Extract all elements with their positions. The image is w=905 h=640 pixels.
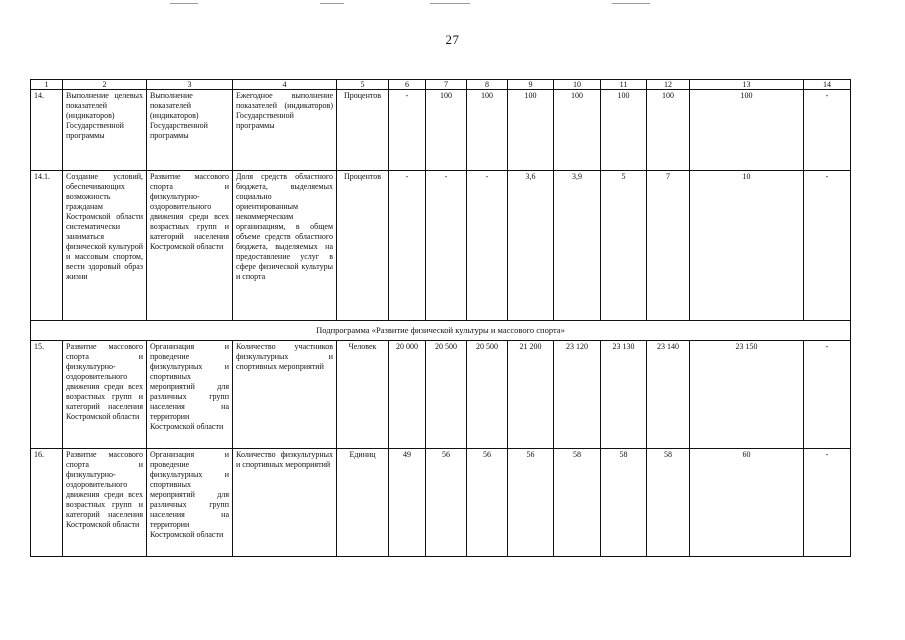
task-cell: Выполнение показателей (индикаторов) Государственной программы (147, 90, 233, 171)
indicator-cell: Количество участников физкультурных и спортивных мероприятий (233, 341, 337, 449)
column-number: 3 (147, 80, 233, 90)
column-number: 5 (337, 80, 389, 90)
value-cell: - (804, 90, 851, 171)
value-cell: - (467, 171, 508, 321)
indicator-cell: Ежегодное выполнение показателей (индикаторов) Государственной программы (233, 90, 337, 171)
value-cell: 100 (554, 90, 601, 171)
value-cell: 100 (467, 90, 508, 171)
value-cell: 7 (647, 171, 690, 321)
indicator-table (30, 79, 851, 557)
row-number: 16. (31, 449, 63, 557)
value-cell: 23 120 (554, 341, 601, 449)
column-number-row (31, 80, 851, 90)
column-number: 13 (690, 80, 804, 90)
value-cell: 23 150 (690, 341, 804, 449)
value-cell: - (804, 171, 851, 321)
value-cell: 100 (601, 90, 647, 171)
value-cell: 20 000 (389, 341, 426, 449)
value-cell: 20 500 (467, 341, 508, 449)
scan-mark (320, 3, 344, 4)
unit-cell: Процентов (337, 171, 389, 321)
scan-mark (170, 3, 198, 4)
column-number: 4 (233, 80, 337, 90)
value-cell: 100 (426, 90, 467, 171)
task-cell: Организация и проведение физкультурных и спортивных мероприятий для различных групп населения на территории Костромской области (147, 341, 233, 449)
column-number: 9 (508, 80, 554, 90)
goal-cell: Развитие массового спорта и физкультурно-оздоровительного движения среди всех возрастных групп и категорий населения Костромской области (63, 341, 147, 449)
column-number: 7 (426, 80, 467, 90)
goal-cell: Создание условий, обеспечивающих возможность гражданам Костромской области систематически заниматься физической культурой и массовым спортом, вести здоровый образ жизни (63, 171, 147, 321)
unit-cell: Единиц (337, 449, 389, 557)
indicator-cell: Количество физкультурных и спортивных мероприятий (233, 449, 337, 557)
value-cell: 23 140 (647, 341, 690, 449)
subprogram-title: Подпрограмма «Развитие физической культуры и массового спорта» (31, 321, 851, 341)
column-number: 11 (601, 80, 647, 90)
column-number: 14 (804, 80, 851, 90)
value-cell: 56 (426, 449, 467, 557)
table-row (31, 90, 851, 171)
column-number: 12 (647, 80, 690, 90)
scan-mark (612, 3, 650, 4)
unit-cell: Процентов (337, 90, 389, 171)
value-cell: 20 500 (426, 341, 467, 449)
column-number: 2 (63, 80, 147, 90)
value-cell: 10 (690, 171, 804, 321)
column-number: 8 (467, 80, 508, 90)
value-cell: 60 (690, 449, 804, 557)
value-cell: 58 (554, 449, 601, 557)
value-cell: 21 200 (508, 341, 554, 449)
value-cell: 3,6 (508, 171, 554, 321)
value-cell: 23 130 (601, 341, 647, 449)
unit-cell: Человек (337, 341, 389, 449)
goal-cell: Развитие массового спорта и физкультурно-оздоровительного движения среди всех возрастных групп и категорий населения Костромской области (63, 449, 147, 557)
value-cell: 58 (647, 449, 690, 557)
value-cell: - (804, 341, 851, 449)
value-cell: - (389, 90, 426, 171)
value-cell: 100 (647, 90, 690, 171)
value-cell: 56 (508, 449, 554, 557)
task-cell: Развитие массового спорта и физкультурно-оздоровительного движения среди всех возрастных групп и категорий населения Костромской области (147, 171, 233, 321)
table-row (31, 171, 851, 321)
value-cell: 5 (601, 171, 647, 321)
row-number: 14. (31, 90, 63, 171)
row-number: 15. (31, 341, 63, 449)
page-number: 27 (445, 32, 460, 47)
task-cell: Организация и проведение физкультурных и спортивных мероприятий для различных групп населения на территории Костромской области (147, 449, 233, 557)
value-cell: - (389, 171, 426, 321)
table-row (31, 449, 851, 557)
value-cell: 3,9 (554, 171, 601, 321)
value-cell: - (426, 171, 467, 321)
goal-cell: Выполнение целевых показателей (индикаторов) Государственной программы (63, 90, 147, 171)
table-row (31, 341, 851, 449)
scan-mark (430, 3, 470, 4)
row-number: 14.1. (31, 171, 63, 321)
value-cell: 100 (508, 90, 554, 171)
section-row (31, 321, 851, 341)
indicator-cell: Доля средств областного бюджета, выделяемых социально ориентированным некоммерческим организациям, в общем объеме средств областного бюджета, выделяемых на предоставление услуг в сфере физической культуры и спорта (233, 171, 337, 321)
column-number: 10 (554, 80, 601, 90)
value-cell: - (804, 449, 851, 557)
value-cell: 58 (601, 449, 647, 557)
column-number: 6 (389, 80, 426, 90)
value-cell: 49 (389, 449, 426, 557)
value-cell: 100 (690, 90, 804, 171)
value-cell: 56 (467, 449, 508, 557)
column-number: 1 (31, 80, 63, 90)
